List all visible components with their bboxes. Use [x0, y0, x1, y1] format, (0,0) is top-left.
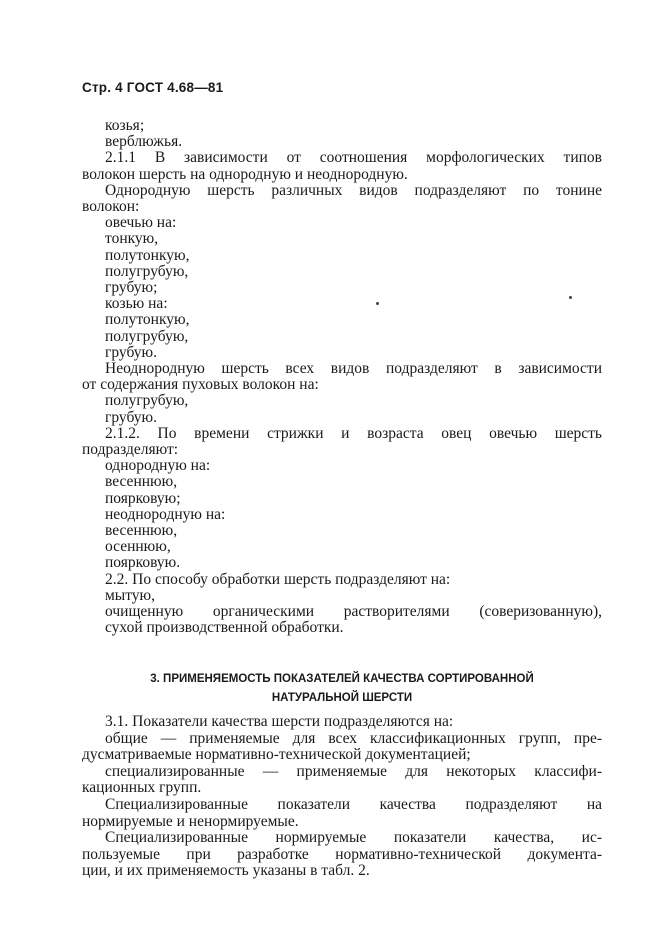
scan-speck: [569, 296, 572, 299]
text-line: пользуемые при разработке нормативно-технической документа-: [82, 845, 602, 863]
text-line: овечью на:: [105, 214, 177, 232]
text-line: ции, и их применяемость указаны в табл. 2.: [82, 862, 370, 880]
text-line: подразделяют:: [82, 441, 179, 459]
text-line: волокон:: [82, 198, 140, 216]
text-line: 2.1.2. По времени стрижки и возраста овец овечью шерсть: [105, 424, 602, 442]
text-line: 2.2. По способу обработки шерсть подразделяют на:: [105, 570, 451, 588]
text-line: грубую.: [105, 408, 157, 426]
text-line: грубую;: [105, 279, 158, 297]
text-line: от содержания пуховых волокон на:: [82, 376, 319, 394]
text-line: однородную на:: [105, 457, 211, 475]
text-line: Однородную шерсть различных видов подразделяют по тонине: [105, 181, 602, 199]
text-line: кационных групп.: [82, 779, 202, 797]
text-line: 3.1. Показатели качества шерсти подразделяются на:: [105, 713, 454, 730]
text-line: Неоднородную шерсть всех видов подразделяют в зависимости: [105, 360, 602, 378]
text-line: поярковую.: [105, 554, 181, 572]
text-line: дусматриваемые нормативно-технической документацией;: [82, 746, 471, 764]
text-line: волокон шерсть на однородную и неоднородную.: [82, 165, 408, 183]
text-line: полугрубую,: [105, 392, 189, 410]
text-line: козью на:: [105, 295, 168, 313]
scan-speck: [376, 302, 379, 305]
text-line: общие — применяемые для всех классификационных групп, пре-: [105, 729, 602, 747]
text-line: грубую.: [105, 343, 157, 361]
text-line: верблюжья.: [105, 133, 183, 151]
section-title-line: НАТУРАЛЬНОЙ ШЕРСТИ: [271, 692, 413, 704]
text-line: полутонкую,: [105, 246, 190, 264]
page-header: Стр. 4 ГОСТ 4.68—81: [82, 80, 224, 95]
text-line: очищенную органическими растворителями (соверизованную),: [105, 603, 602, 621]
text-line: козья;: [105, 117, 145, 134]
text-line: специализированные — применяемые для некоторых классифи-: [105, 762, 602, 780]
text-line: неоднородную на:: [105, 505, 226, 523]
text-line: поярковую;: [105, 489, 181, 507]
text-line: Специализированные нормируемые показатели качества, ис-: [105, 829, 602, 847]
text-line: полутонкую,: [105, 311, 190, 329]
text-line: мытую,: [105, 586, 155, 604]
body-text-bottom: [82, 714, 602, 880]
text-line: тонкую,: [105, 230, 159, 248]
text-line: весеннюю,: [105, 473, 178, 491]
text-line: 2.1.1 В зависимости от соотношения морфологических типов: [105, 149, 602, 167]
body-text-top: [82, 118, 602, 637]
text-line: нормируемые и ненормируемые.: [82, 812, 299, 830]
text-line: полугрубую,: [105, 262, 189, 280]
section-title-line: 3. ПРИМЕНЯЕМОСТЬ ПОКАЗАТЕЛЕЙ КАЧЕСТВА СОРТИРОВАННОЙ: [150, 673, 534, 685]
text-line: осеннюю,: [105, 538, 171, 556]
text-line: весеннюю,: [105, 522, 178, 540]
text-line: Специализированные показатели качества подразделяют на: [105, 795, 602, 813]
section-heading: [82, 670, 602, 708]
text-line: полугрубую,: [105, 327, 189, 345]
text-line: сухой производственной обработки.: [105, 619, 344, 637]
